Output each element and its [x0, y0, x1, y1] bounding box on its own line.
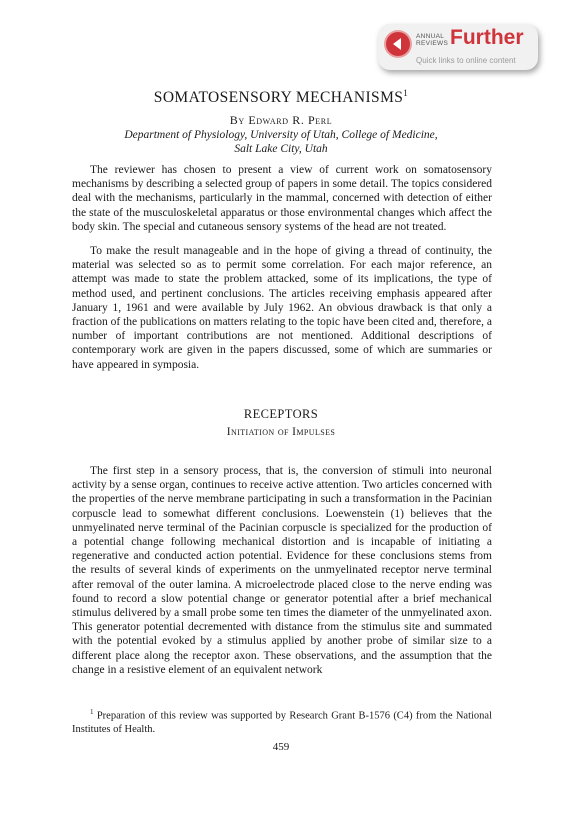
article-author: By Edward R. Perl [229, 113, 333, 127]
article-title: SOMATOSENSORY MECHANISMS$^1$ [153, 88, 409, 107]
body-paragraph: To make the result manageable and in the hope of giving a thread of continuity, the material was selected so as to permit some correlation. For each major reference, an attempt was made to state the problem attacked, some of its implications, the type of method used, and pertinent conclusions. The articles receiving emphasis appeared after January 1, 1961 and were available by July 1962. An obvious drawback is that only a fraction of the publications on matters relating to the topic have been cited and, therefore, a number of important contributions are not mentioned. Additional descriptions of contemporary work are given in the papers discussed, some of which are summaries or have appeared in symposia. [72, 245, 492, 371]
further-label: Further [450, 26, 524, 49]
footnote: $^1$ Preparation of this review was supported by Research Grant B-1576 (C4) from the National Institutes of Health. [72, 708, 492, 735]
author-affiliation: Department of Physiology, University of Utah, College of Medicine, Salt Lake City, Utah [124, 129, 438, 155]
annual-reviews-further-badge[interactable] [378, 24, 538, 70]
play-arrow-icon [386, 32, 410, 56]
body-paragraph: The first step in a sensory process, that is, the conversion of stimuli into neuronal activity by a sense organ, continues to receive active attention. Two articles concerned with the properties of the nerve membrane participating in such a transformation in the Pacinian corpuscle lead to somewhat different conclusions. Loewenstein (1) believes that the unmyelinated nerve terminal of the Pacinian corpuscle is specialized for the production of a potential change following mechanical distortion and is incapable of initiating a regenerative and conducted action potential. Evidence for these conclusions stems from the results of several kinds of experiments on the unmyelinated receptor nerve terminal after removal of the outer lamina. A microelectrode placed close to the nerve ending was found to record a slow potential change or generator potential after a brief mechanical stimulus delivered by a small probe some ten times the diameter of the unmyelinated axon. This generator potential decremented with distance from the stimulus site and summated with the potential evoked by a stimulus applied by another probe of similar size to a different place along the receptor axon. These observations, and the assumption that the change in a resistive element of an equivalent network [72, 465, 492, 676]
subsection-heading: Initiation of Impulses [226, 426, 336, 438]
page-number: 459 [272, 741, 290, 753]
annual-reviews-logo-text: ANNUAL REVIEWS [416, 33, 449, 47]
quick-links-tagline: Quick links to online content [416, 56, 516, 65]
body-paragraph: The reviewer has chosen to present a view of current work on somatosensory mechanisms by describing a selected group of papers in some detail. The topics considered deal with the mechanisms, particularly in the mammal, concerned with detection of either the state of the musculoskeletal apparatus or those environmental changes which affect the body skin. The special and cutaneous sensory systems of the head are not treated. [72, 164, 492, 233]
section-heading: RECEPTORS [243, 407, 319, 421]
